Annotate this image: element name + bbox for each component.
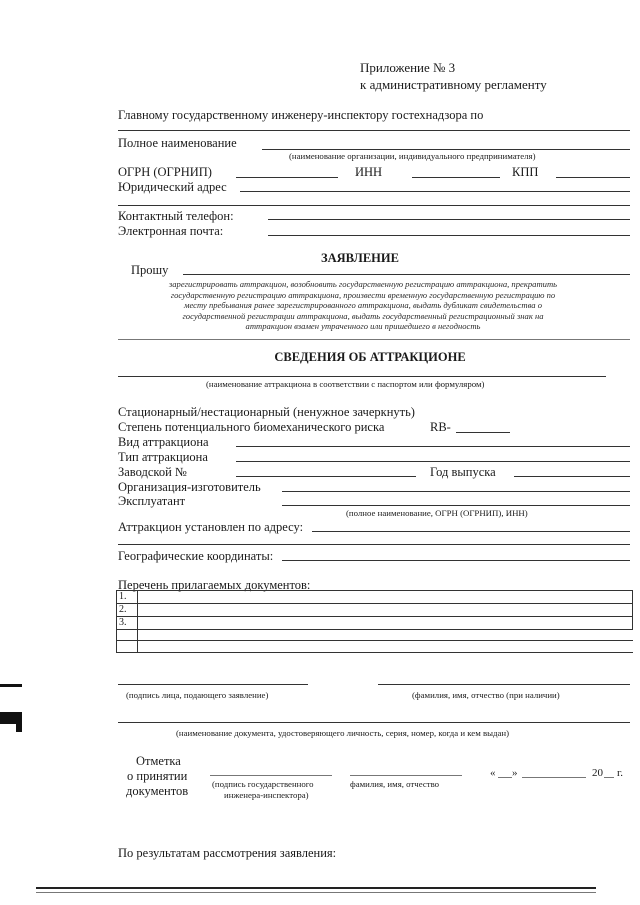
email-line[interactable] xyxy=(268,235,630,236)
statement-title: ЗАЯВЛЕНИЕ xyxy=(321,251,399,265)
row-number: 1. xyxy=(119,591,127,602)
attraction-title: СВЕДЕНИЯ ОБ АТТРАКЦИОНЕ xyxy=(274,350,466,364)
statement-option-line: аттракцион взамен утраченного или пришедшего в негодность xyxy=(245,321,481,332)
acceptance-mark-line-2: о принятии xyxy=(127,769,188,783)
appendix-regulation: к административному регламенту xyxy=(360,77,547,92)
results-label: По результатам рассмотрения заявления: xyxy=(118,846,337,860)
kpp-line[interactable] xyxy=(556,177,630,178)
operator-hint: (полное наименование, ОГРН (ОГРНИП), ИНН) xyxy=(346,508,528,518)
operator-line[interactable] xyxy=(282,505,630,506)
maker-line[interactable] xyxy=(282,491,630,492)
inn-line[interactable] xyxy=(412,177,500,178)
legal-address-line-1[interactable] xyxy=(240,191,630,192)
date-quote-open: « xyxy=(490,767,496,779)
coords-line[interactable] xyxy=(282,560,630,561)
install-address-line-2[interactable] xyxy=(118,544,630,545)
table-row[interactable] xyxy=(116,591,633,602)
date-year-line[interactable] xyxy=(604,777,614,778)
kpp-label: КПП xyxy=(512,165,539,179)
legal-address-label: Юридический адрес xyxy=(118,180,227,194)
row-number: 2. xyxy=(119,604,127,615)
statement-option-line: государственной регистрации аттракциона, выдать государственный регистрационный знак на xyxy=(182,310,544,321)
attraction-name-hint: (наименование аттракциона в соответствии с паспортом или формуляром) xyxy=(206,379,485,389)
date-month-line[interactable] xyxy=(522,777,586,778)
row-number: 3. xyxy=(119,617,127,628)
scan-mark xyxy=(0,712,22,724)
ask-line[interactable] xyxy=(183,274,630,275)
inspector-sign-hint-1: (подпись государственного xyxy=(212,779,314,789)
statement-option-line: государственную регистрацию аттракциона, произвести временную государственную регистрацию по xyxy=(170,289,556,300)
kind-line[interactable] xyxy=(236,446,630,447)
inspector-sign-line[interactable] xyxy=(210,775,332,776)
documents-table-bottom xyxy=(116,652,633,653)
kind-label: Вид аттракциона xyxy=(118,435,209,449)
attraction-name-line[interactable] xyxy=(118,376,606,377)
stationary-label: Стационарный/нестационарный (ненужное зачеркнуть) xyxy=(118,405,415,419)
date-day-line[interactable] xyxy=(498,777,512,778)
applicant-fio-hint: (фамилия, имя, отчество (при наличии) xyxy=(412,690,560,700)
applicant-sign-line[interactable] xyxy=(118,684,308,685)
type-line[interactable] xyxy=(236,461,630,462)
ogrn-line[interactable] xyxy=(236,177,338,178)
risk-label: Степень потенциального биомеханического риска xyxy=(118,420,385,434)
serial-label: Заводской № xyxy=(118,465,187,479)
ogrn-label: ОГРН (ОГРНИП) xyxy=(118,165,212,179)
scan-mark xyxy=(0,684,22,687)
full-name-hint: (наименование организации, индивидуального предпринимателя) xyxy=(289,151,536,161)
phone-label: Контактный телефон: xyxy=(118,209,234,223)
statement-options xyxy=(118,279,608,332)
applicant-sign-hint: (подпись лица, подающего заявление) xyxy=(126,690,269,700)
risk-prefix: RB- xyxy=(430,420,451,434)
date-year-prefix: 20 xyxy=(592,767,603,779)
full-name-label: Полное наименование xyxy=(118,136,237,150)
statement-option-line: зарегистрировать аттракцион, возобновить государственную регистрацию аттракциона, прекратить xyxy=(168,279,558,289)
addressee-text: Главному государственному инженеру-инспектору гостехнадзора по xyxy=(118,108,484,122)
table-row[interactable] xyxy=(116,617,633,628)
acceptance-mark-line-1: Отметка xyxy=(136,754,181,768)
id-document-hint: (наименование документа, удостоверяющего личность, серия, номер, когда и кем выдан) xyxy=(176,728,510,738)
maker-label: Организация-изготовитель xyxy=(118,480,261,494)
serial-line[interactable] xyxy=(236,476,416,477)
acceptance-mark-line-3: документов xyxy=(126,784,189,798)
inn-label: ИНН xyxy=(355,165,383,179)
operator-label: Эксплуатант xyxy=(118,494,186,508)
bottom-scan-line-2 xyxy=(36,892,596,893)
full-name-line[interactable] xyxy=(262,149,630,150)
statement-option-line: месту пребывания ранее зарегистрированного аттракциона, выдать дубликат свидетельства о xyxy=(184,300,542,311)
phone-line[interactable] xyxy=(268,219,630,220)
appendix-number: Приложение № 3 xyxy=(360,60,456,75)
date-quote-close: » xyxy=(512,767,518,779)
email-label: Электронная почта: xyxy=(118,224,224,238)
risk-line[interactable] xyxy=(456,432,510,433)
inspector-sign-hint-2: инженера-инспектора) xyxy=(224,790,309,800)
type-label: Тип аттракциона xyxy=(118,450,208,464)
addressee-line[interactable] xyxy=(118,130,630,131)
ask-label: Прошу xyxy=(131,263,169,277)
install-address-label: Аттракцион установлен по адресу: xyxy=(118,520,304,534)
statement-options-line xyxy=(118,339,630,340)
table-row[interactable] xyxy=(116,641,633,652)
inspector-fio-hint: фамилия, имя, отчество xyxy=(350,779,440,789)
coords-label: Географические координаты: xyxy=(118,549,274,563)
legal-address-line-2[interactable] xyxy=(118,205,630,206)
table-row[interactable] xyxy=(116,604,633,615)
install-address-line-1[interactable] xyxy=(312,531,630,532)
documents-title: Перечень прилагаемых документов: xyxy=(118,578,311,592)
applicant-fio-line[interactable] xyxy=(378,684,630,685)
date-year-suffix: г. xyxy=(617,767,624,779)
bottom-scan-line xyxy=(36,887,596,889)
inspector-fio-line[interactable] xyxy=(350,775,462,776)
id-document-line[interactable] xyxy=(118,722,630,723)
scan-mark xyxy=(16,724,22,732)
year-label: Год выпуска xyxy=(430,465,496,479)
year-line[interactable] xyxy=(514,476,630,477)
